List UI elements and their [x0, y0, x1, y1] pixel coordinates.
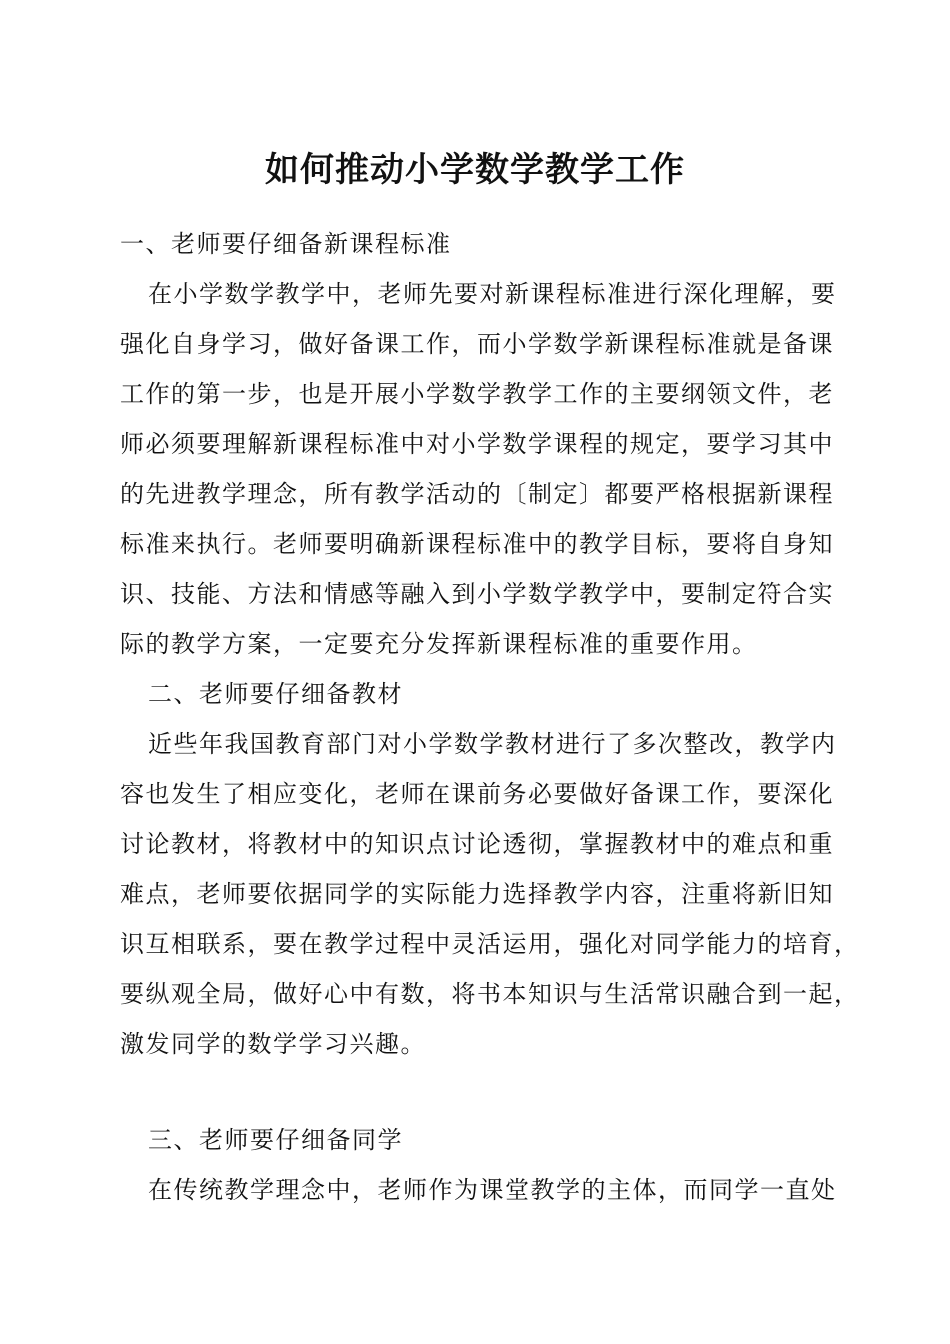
paragraph-line: 讨论教材，将教材中的知识点讨论透彻，掌握教材中的难点和重: [120, 830, 834, 858]
paragraph-line: 识、技能、方法和情感等融入到小学数学教学中，要制定符合实: [120, 580, 834, 608]
document-title: 如何推动小学数学教学工作: [265, 150, 685, 190]
paragraph-line: 的先进教学理念，所有教学活动的〔制定〕都要严格根据新课程: [120, 480, 834, 508]
paragraph-line: 要纵观全局，做好心中有数，将书本知识与生活常识融合到一起，: [120, 980, 860, 1008]
section-heading: 一、老师要仔细备新课程标准: [120, 230, 452, 258]
section-heading: 二、老师要仔细备教材: [148, 680, 403, 708]
paragraph-line: 容也发生了相应变化，老师在课前务必要做好备课工作，要深化: [120, 780, 834, 808]
section-heading: 三、老师要仔细备同学: [148, 1126, 403, 1154]
paragraph-line: 识互相联系，要在教学过程中灵活运用，强化对同学能力的培育，: [120, 930, 860, 958]
paragraph-line: 标准来执行。老师要明确新课程标准中的教学目标，要将自身知: [120, 530, 834, 558]
paragraph-line: 师必须要理解新课程标准中对小学数学课程的规定，要学习其中: [120, 430, 834, 458]
paragraph-line: 近些年我国教育部门对小学数学教材进行了多次整改，教学内: [148, 730, 837, 758]
paragraph-line: 工作的第一步，也是开展小学数学教学工作的主要纲领文件，老: [120, 380, 834, 408]
paragraph-line: 际的教学方案，一定要充分发挥新课程标准的重要作用。: [120, 630, 758, 658]
paragraph-line: 在传统教学理念中，老师作为课堂教学的主体，而同学一直处: [148, 1176, 837, 1204]
paragraph-line: 难点，老师要依据同学的实际能力选择教学内容，注重将新旧知: [120, 880, 834, 908]
paragraph-line: 激发同学的数学学习兴趣。: [120, 1030, 426, 1058]
paragraph-line: 在小学数学教学中，老师先要对新课程标准进行深化理解，要: [148, 280, 837, 308]
paragraph-line: 强化自身学习，做好备课工作，而小学数学新课程标准就是备课: [120, 330, 834, 358]
